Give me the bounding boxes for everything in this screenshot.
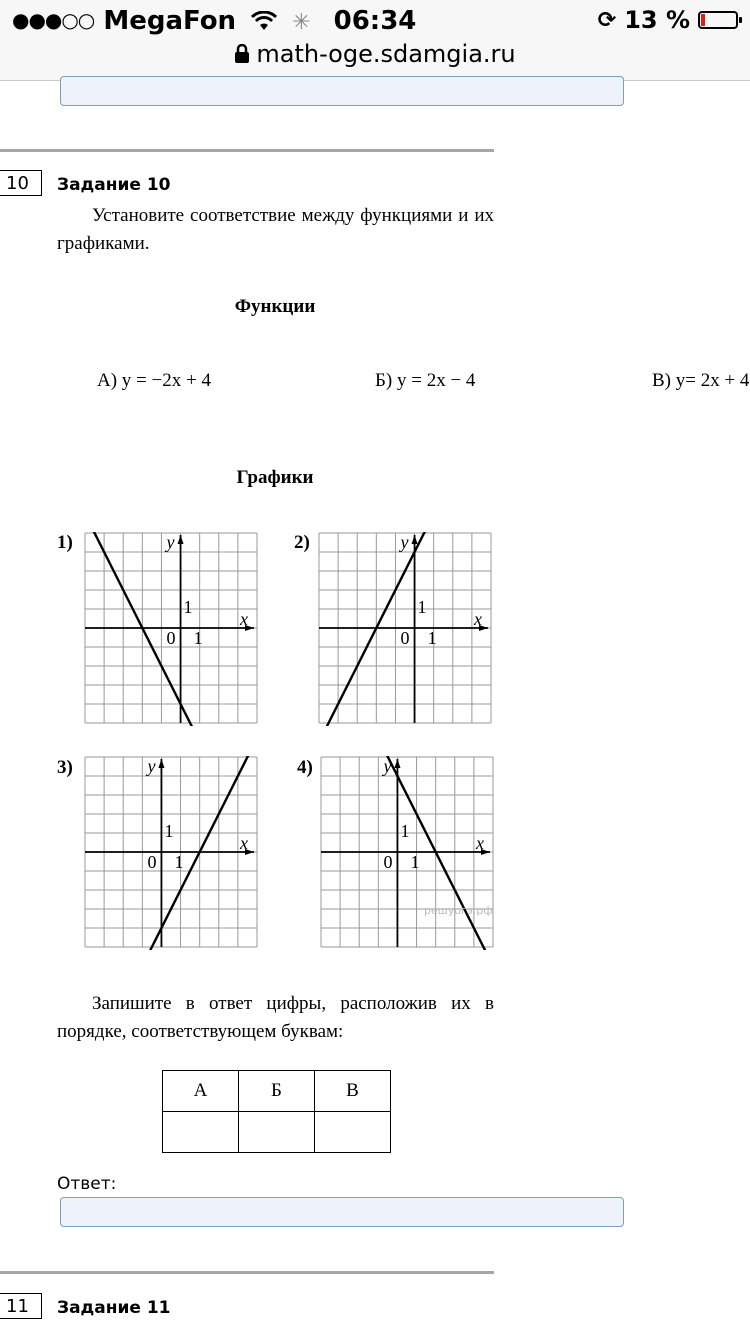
- status-bar: [0, 0, 750, 81]
- origin-label: 0: [383, 852, 393, 872]
- answer-input[interactable]: [60, 1197, 624, 1227]
- graph-3: [84, 756, 258, 950]
- task-number-box[interactable]: 10: [0, 170, 42, 196]
- answer-table-header-v: В: [315, 1071, 391, 1112]
- y-unit-label: 1: [183, 597, 193, 617]
- x-unit-label: 1: [174, 852, 184, 872]
- origin-label: 0: [166, 628, 176, 648]
- graph-1-label: 1): [57, 532, 73, 553]
- y-unit-label: 1: [417, 597, 427, 617]
- task-instruction: Установите соответствие между функциями и их графиками.: [57, 205, 494, 254]
- function-v: В) y= 2x + 4: [652, 370, 750, 391]
- y-unit-label: 1: [400, 821, 410, 841]
- url-text: math-oge.sdamgia.ru: [256, 40, 516, 68]
- x-axis-label: x: [476, 833, 484, 853]
- function-b: Б) y = 2x − 4: [375, 370, 476, 391]
- functions-heading: Функции: [234, 296, 316, 317]
- carrier-name: MegaFon: [103, 6, 237, 36]
- graph-2: [318, 532, 492, 726]
- answer-table: [162, 1070, 391, 1153]
- y-axis-arrow: [394, 759, 400, 768]
- y-axis-label: y: [400, 532, 409, 552]
- battery-percent: 13 %: [624, 6, 690, 34]
- loading-spinner-icon: ✳: [292, 10, 311, 35]
- graph-4: [320, 756, 494, 950]
- answer-table-cell-b: [239, 1112, 315, 1153]
- watermark: решуогэ.рф: [424, 904, 493, 917]
- answer-label: Ответ:: [57, 1174, 117, 1194]
- origin-label: 0: [400, 628, 410, 648]
- y-axis-arrow: [158, 759, 164, 768]
- x-unit-label: 1: [427, 628, 437, 648]
- x-unit-label: 1: [410, 852, 420, 872]
- answer-table-header-a: А: [163, 1071, 239, 1112]
- task-11-number-box[interactable]: 11: [0, 1293, 42, 1319]
- function-a: А) y = −2x + 4: [97, 370, 211, 391]
- answer-table-cell-v: [315, 1112, 391, 1153]
- answer-table-header-b: Б: [239, 1071, 315, 1112]
- rotation-lock-icon: ⟳: [597, 7, 617, 33]
- graph-2-label: 2): [294, 532, 310, 553]
- divider: [0, 1271, 494, 1274]
- graphs-heading: Графики: [236, 467, 314, 488]
- graph-1: [84, 532, 258, 726]
- y-unit-label: 1: [164, 821, 174, 841]
- y-axis-label: y: [383, 756, 392, 776]
- answer-instruction: Запишите в ответ цифры, расположив их в порядке, соответствующем буквам:: [57, 993, 494, 1042]
- battery-fill: [701, 14, 705, 26]
- y-axis-label: y: [147, 756, 156, 776]
- lock-icon: [234, 44, 250, 64]
- clock: 06:34: [333, 6, 417, 36]
- task-title: Задание 10: [57, 175, 171, 195]
- previous-answer-input[interactable]: [60, 76, 624, 106]
- origin-label: 0: [147, 852, 157, 872]
- address-bar[interactable]: [0, 40, 750, 68]
- x-axis-label: x: [240, 833, 248, 853]
- status-right: [598, 6, 738, 34]
- graph-4-label: 4): [297, 757, 313, 778]
- x-unit-label: 1: [193, 628, 203, 648]
- graph-3-label: 3): [57, 757, 73, 778]
- x-axis-label: x: [240, 609, 248, 629]
- x-axis-label: x: [474, 609, 482, 629]
- battery-icon: [698, 11, 738, 29]
- y-axis-label: y: [166, 532, 175, 552]
- y-axis-arrow: [412, 535, 418, 544]
- y-axis-arrow: [178, 535, 184, 544]
- answer-table-cell-a: [163, 1112, 239, 1153]
- task-11-title: Задание 11: [57, 1298, 171, 1318]
- divider: [0, 149, 494, 152]
- signal-strength-icon: ●●●○○: [12, 8, 95, 32]
